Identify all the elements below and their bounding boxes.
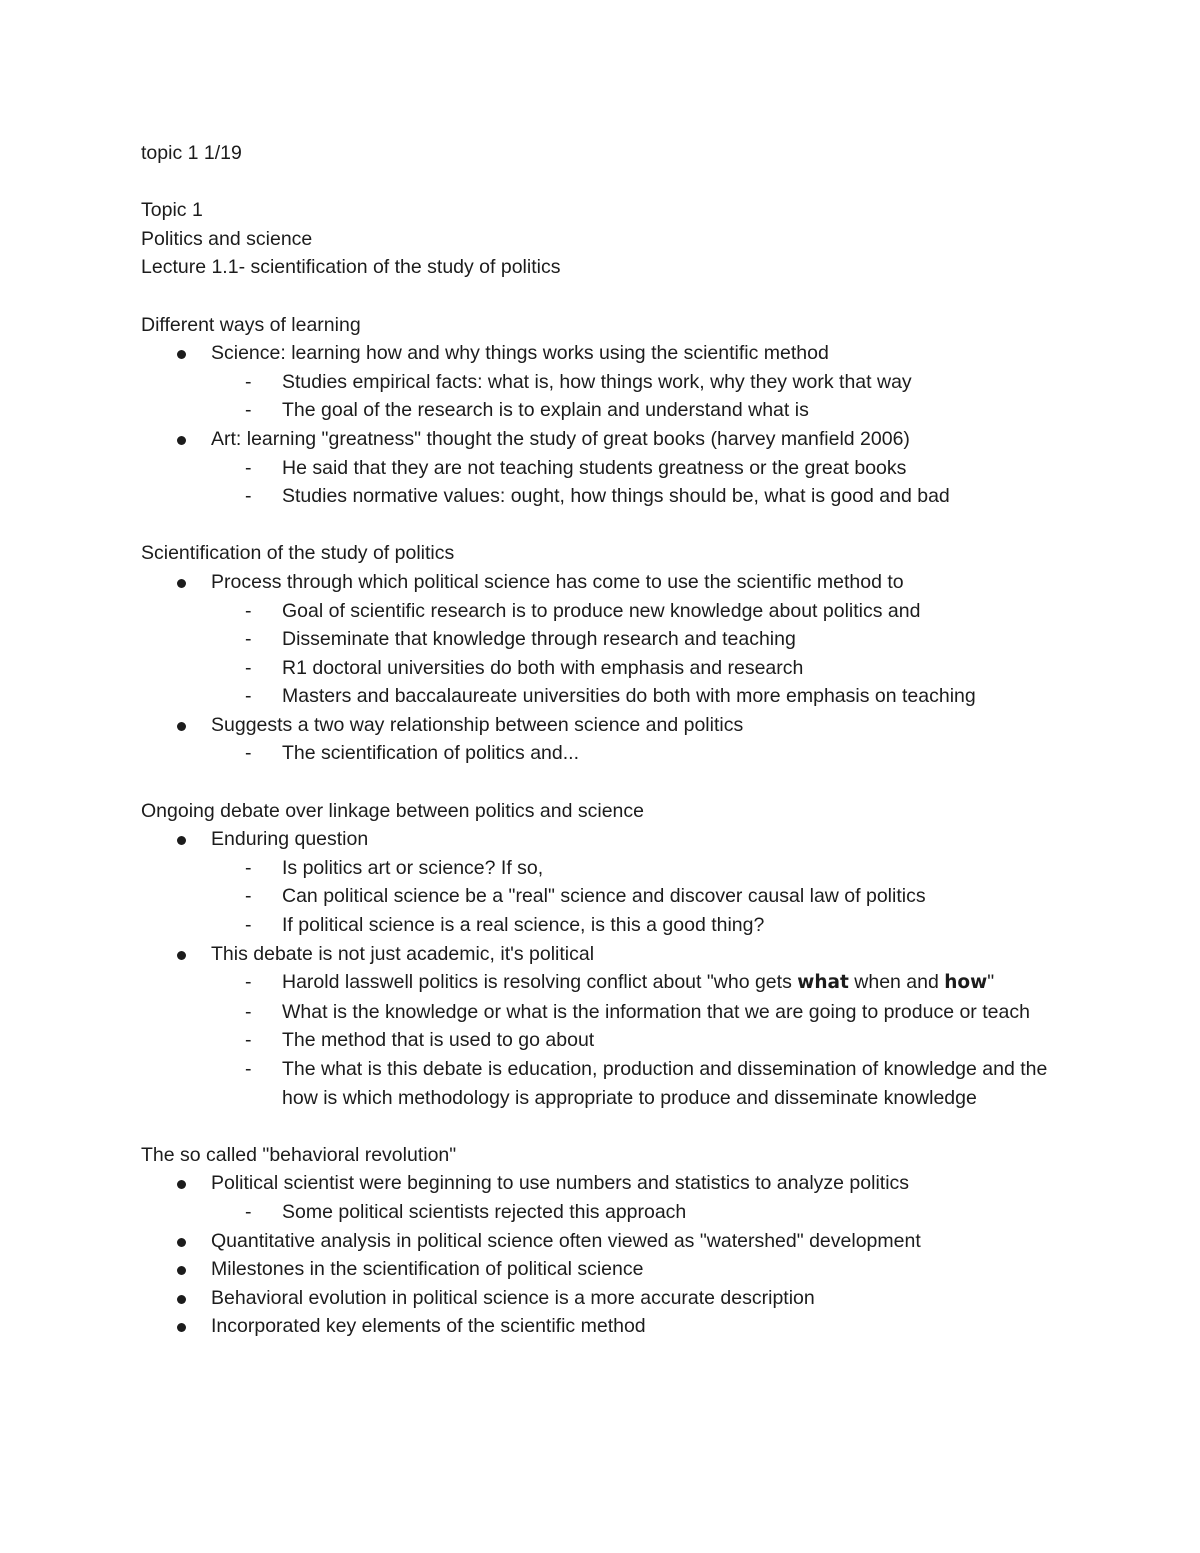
bold-what: what bbox=[797, 972, 849, 994]
sub-item-text: The what is this debate is education, production and dissemination of knowledge and the how is which methodology is appropriate to produce and disseminate knowledge bbox=[282, 1058, 1048, 1109]
bullet-text: Enduring question bbox=[211, 828, 369, 851]
sub-item-text: Some political scientists rejected this approach bbox=[282, 1200, 687, 1223]
sub-item bbox=[141, 911, 1081, 940]
bullet-item bbox=[141, 1255, 1081, 1284]
sub-item bbox=[141, 739, 1081, 768]
sub-item-text: He said that they are not teaching students greatness or the great books bbox=[282, 456, 907, 479]
blank-line bbox=[141, 511, 1081, 540]
bullet-icon bbox=[177, 579, 186, 588]
bullet-item bbox=[141, 1312, 1081, 1341]
topic-heading: Topic 1 bbox=[141, 199, 203, 222]
dash-icon: - bbox=[245, 856, 252, 879]
subject-heading: Politics and science bbox=[141, 227, 313, 250]
page-title: topic 1 1/19 bbox=[141, 142, 242, 164]
bullet-text: Milestones in the scientification of political science bbox=[211, 1258, 644, 1281]
dash-icon: - bbox=[245, 456, 252, 479]
sub-item-text: Disseminate that knowledge through research and teaching bbox=[282, 628, 796, 651]
bullet-icon bbox=[177, 722, 186, 731]
sub-item-text bbox=[282, 971, 994, 993]
blank-line bbox=[141, 282, 1081, 311]
sub-item-text: The method that is used to go about bbox=[282, 1029, 595, 1052]
sub-item bbox=[141, 998, 1081, 1027]
bullet-icon bbox=[177, 1266, 186, 1275]
bullet-item bbox=[141, 568, 1081, 597]
lasswell-text-part2: when and bbox=[848, 971, 945, 994]
dash-icon: - bbox=[245, 1200, 252, 1223]
dash-icon: - bbox=[245, 599, 252, 622]
sub-item-text: If political science is a real science, is this a good thing? bbox=[282, 914, 765, 937]
bullet-text: Political scientist were beginning to use numbers and statistics to analyze politics bbox=[211, 1172, 910, 1195]
bullet-text: Process through which political science has come to use the scientific method to bbox=[211, 570, 904, 593]
sub-item-text: Studies normative values: ought, how things should be, what is good and bad bbox=[282, 485, 950, 508]
bullet-item bbox=[141, 1169, 1081, 1198]
sub-item-text: Goal of scientific research is to produce new knowledge about politics and bbox=[282, 599, 921, 622]
sub-item-text: Masters and baccalaureate universities do both with more emphasis on teaching bbox=[282, 685, 976, 708]
section-heading: Different ways of learning bbox=[141, 313, 361, 336]
sub-item bbox=[141, 368, 1081, 397]
bullet-icon bbox=[177, 436, 186, 445]
sub-item bbox=[141, 396, 1081, 425]
bullet-icon bbox=[177, 1238, 186, 1247]
sub-item bbox=[141, 1055, 1081, 1112]
bullet-icon bbox=[177, 350, 186, 359]
sub-item bbox=[141, 882, 1081, 911]
dash-icon: - bbox=[245, 628, 252, 651]
bold-how: how bbox=[944, 972, 988, 994]
sub-item bbox=[141, 482, 1081, 511]
bullet-text: Art: learning "greatness" thought the study of great books (harvey manfield 2006) bbox=[211, 427, 910, 450]
sub-item-text: The goal of the research is to explain and understand what is bbox=[282, 399, 809, 422]
bullet-item bbox=[141, 711, 1081, 740]
blank-line bbox=[141, 1112, 1081, 1141]
bullet-text: Incorporated key elements of the scientific method bbox=[211, 1315, 646, 1338]
sub-item bbox=[141, 682, 1081, 711]
dash-icon: - bbox=[245, 1029, 252, 1052]
bullet-icon bbox=[177, 1295, 186, 1304]
bullet-icon bbox=[177, 951, 186, 960]
sub-item-text: Can political science be a "real" science and discover causal law of politics bbox=[282, 885, 926, 908]
bullet-item bbox=[141, 1227, 1081, 1256]
sub-item bbox=[141, 1026, 1081, 1055]
bullet-item bbox=[141, 1284, 1081, 1313]
sub-item-text: What is the knowledge or what is the information that we are going to produce or teach bbox=[282, 1000, 1030, 1023]
dash-icon: - bbox=[245, 971, 252, 994]
lecture-heading: Lecture 1.1- scientification of the study of politics bbox=[141, 256, 561, 279]
sub-item-text: R1 doctoral universities do both with emphasis and research bbox=[282, 656, 804, 679]
blank-line bbox=[141, 168, 1081, 197]
bullet-item bbox=[141, 825, 1081, 854]
dash-icon: - bbox=[245, 485, 252, 508]
bullet-text: Quantitative analysis in political science often viewed as "watershed" development bbox=[211, 1229, 921, 1252]
sub-item bbox=[141, 968, 1081, 998]
bullet-item bbox=[141, 940, 1081, 969]
sub-item bbox=[141, 1198, 1081, 1227]
section-heading: The so called "behavioral revolution" bbox=[141, 1143, 457, 1166]
sub-item bbox=[141, 854, 1081, 883]
bullet-icon bbox=[177, 1180, 186, 1189]
sub-item bbox=[141, 454, 1081, 483]
dash-icon: - bbox=[245, 370, 252, 393]
sub-item bbox=[141, 625, 1081, 654]
bullet-text: This debate is not just academic, it's political bbox=[211, 942, 595, 965]
lasswell-text-part1: Harold lasswell politics is resolving conflict about "who gets bbox=[282, 971, 798, 994]
bullet-text: Behavioral evolution in political science is a more accurate description bbox=[211, 1286, 815, 1309]
dash-icon: - bbox=[245, 1000, 252, 1023]
dash-icon: - bbox=[245, 914, 252, 937]
sub-item bbox=[141, 654, 1081, 683]
lasswell-text-part3: " bbox=[987, 971, 995, 994]
bullet-item bbox=[141, 339, 1081, 368]
bullet-icon bbox=[177, 836, 186, 845]
bullet-text: Science: learning how and why things works using the scientific method bbox=[211, 342, 829, 365]
dash-icon: - bbox=[245, 1058, 252, 1080]
document-body bbox=[141, 139, 1081, 1341]
dash-icon: - bbox=[245, 656, 252, 679]
sub-item bbox=[141, 597, 1081, 626]
dash-icon: - bbox=[245, 685, 252, 708]
sub-item-text: The scientification of politics and... bbox=[282, 742, 579, 765]
blank-line bbox=[141, 768, 1081, 797]
bullet-icon bbox=[177, 1323, 186, 1332]
bullet-item bbox=[141, 425, 1081, 454]
sub-item-text: Is politics art or science? If so, bbox=[282, 856, 544, 879]
dash-icon: - bbox=[245, 399, 252, 422]
dash-icon: - bbox=[245, 885, 252, 908]
section-heading: Scientification of the study of politics bbox=[141, 542, 455, 565]
bullet-text: Suggests a two way relationship between science and politics bbox=[211, 713, 744, 736]
section-heading: Ongoing debate over linkage between politics and science bbox=[141, 799, 645, 822]
dash-icon: - bbox=[245, 742, 252, 765]
sub-item-text: Studies empirical facts: what is, how things work, why they work that way bbox=[282, 370, 912, 393]
